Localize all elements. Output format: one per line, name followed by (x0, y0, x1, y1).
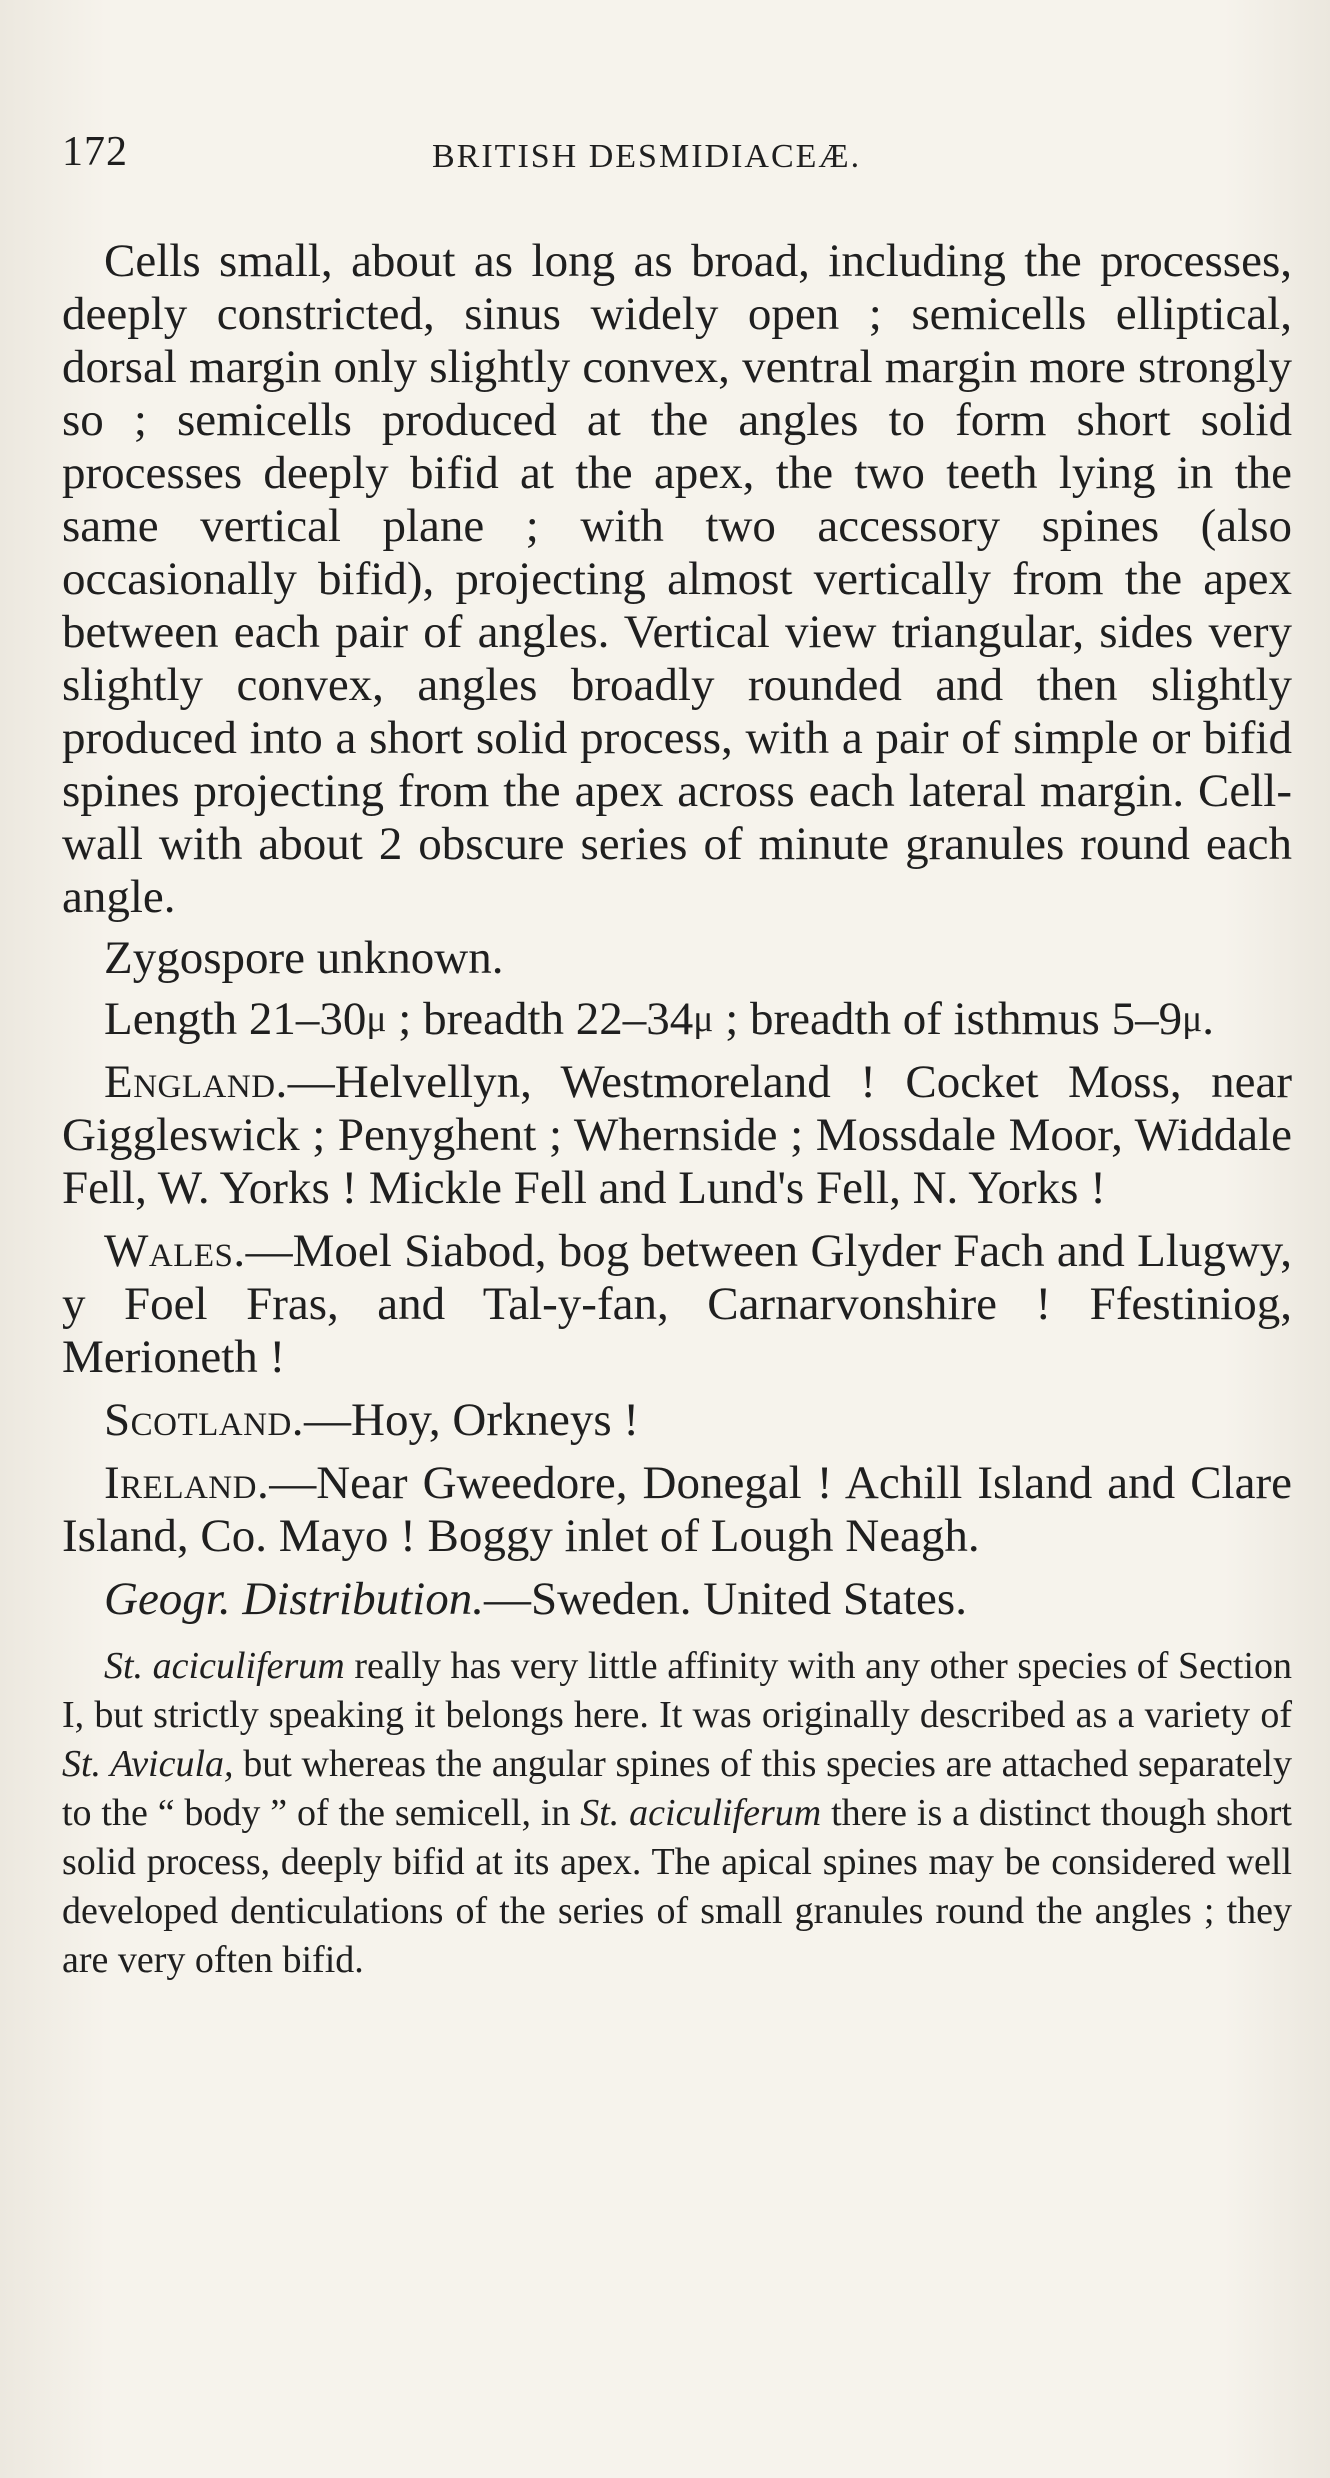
note-species-3: St. aciculiferum (580, 1792, 822, 1834)
note-species-2: St. Avicula, (62, 1743, 234, 1785)
region-label-scotland: Scotland. (104, 1394, 305, 1446)
zygospore-note: Zygospore unknown. (104, 932, 504, 984)
length-unit: μ (366, 999, 387, 1040)
measurements (62, 993, 1292, 1046)
breadth-unit: μ (693, 999, 714, 1040)
breadth-label: ; breadth 22–34 (386, 993, 694, 1045)
distribution-ireland (62, 1457, 1292, 1563)
species-description: Cells small, about as long as broad, including the processes, deeply constricted, sinus widely open ; semicells elliptical, dorsal margin only slightly convex, ventral margin more strongly so ; semicells produced at the angles to form short solid processes deeply bifid at the apex, the two teeth lying in the same vertical plane ; with two accessory spines (also occasionally bifid), projecting almost vertically from the apex between each pair of angles. Vertical view triangular, sides very slightly convex, angles broadly rounded and then slightly produced into a short solid process, with a pair of simple or bifid spines projecting from the apex across each lateral margin. Cell-wall with about 2 obscure series of minute granules round each angle. (62, 235, 1292, 923)
region-label-wales: Wales. (104, 1225, 246, 1277)
region-label-ireland: Ireland. (104, 1457, 270, 1509)
length-label: Length 21–30 (104, 993, 367, 1045)
page-header (62, 118, 1292, 188)
geographic-label: Geogr. Distribution. (104, 1573, 484, 1625)
region-text-england: —Helvellyn, Westmoreland ! Cocket Moss, near Giggleswick ; Penyghent ; Whernside ; Mossdale Moor, Widdale Fell, W. Yorks ! Mickle Fell and Lund's Fell, N. Yorks ! (62, 1056, 1292, 1214)
note-species-1: St. aciculiferum (104, 1645, 345, 1687)
page-number: 172 (62, 129, 128, 175)
region-text-scotland: —Hoy, Orkneys ! (304, 1394, 640, 1446)
note-text-3: there is a distinct though short solid process, deeply bifid at its apex. The apical spines may be considered well developed denticulations of the series of small granules round the angles ; they are very often bifid. (62, 1792, 1292, 1981)
region-label-england: England. (104, 1056, 288, 1108)
note-text-1: really has very little affinity with any other species of Section I, but strictly speaking it belongs here. It was originally described as a variety of (62, 1645, 1292, 1736)
distribution-scotland (62, 1394, 1292, 1447)
region-text-ireland: —Near Gweedore, Donegal ! Achill Island and Clare Island, Co. Mayo ! Boggy inlet of Lough Neagh. (62, 1457, 1292, 1562)
isthmus-label: ; breadth of isthmus 5–9 (713, 993, 1183, 1045)
distribution-wales (62, 1225, 1292, 1384)
region-text-wales: —Moel Siabod, bog between Glyder Fach and Llugwy, y Foel Fras, and Tal-y-fan, Carnarvonshire ! Ffestiniog, Merioneth ! (62, 1225, 1292, 1383)
isthmus-unit: μ (1182, 999, 1203, 1040)
distribution-england (62, 1056, 1292, 1215)
taxonomic-note (62, 1642, 1292, 1985)
running-head: BRITISH DESMIDIACEÆ. (432, 138, 862, 175)
page-content (62, 235, 1292, 1985)
geographic-text: —Sweden. United States. (483, 1573, 967, 1625)
geographic-distribution (62, 1573, 1292, 1626)
note-text-2: but whereas the angular spines of this species are attached separately to the “ body ” of the semicell, in (62, 1743, 1292, 1834)
measurements-end: . (1202, 993, 1215, 1045)
